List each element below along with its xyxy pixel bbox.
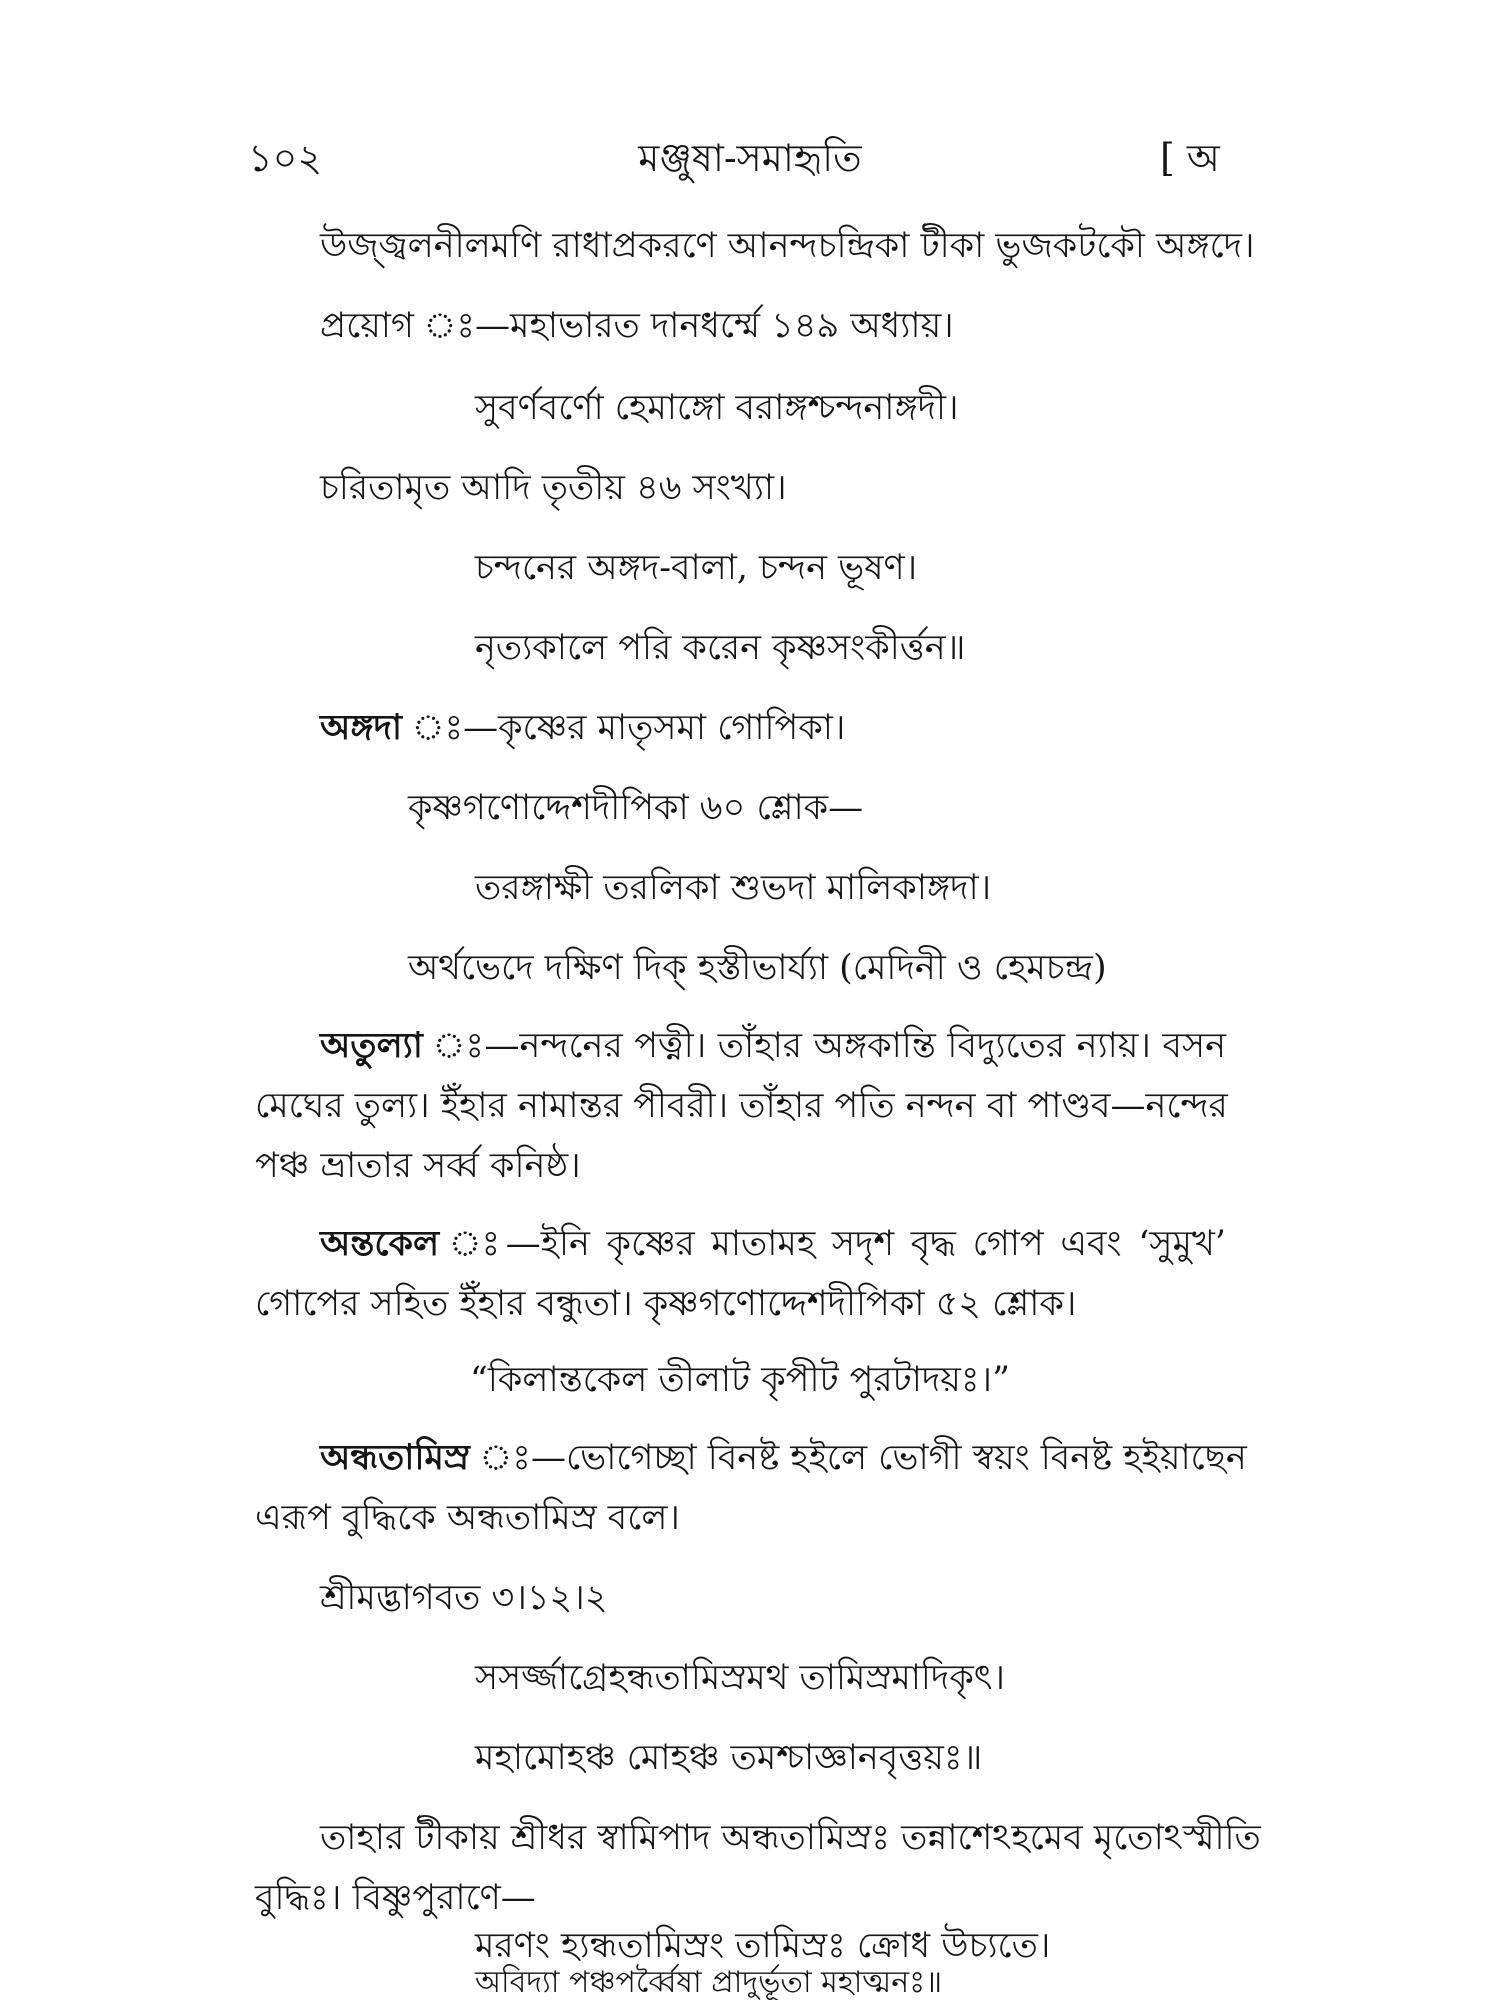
verse-line: তরঙ্গাক্ষী তরলিকা শুভদা মালিকাঙ্গদা। [475, 868, 992, 908]
verse-line: সুবর্ণবর্ণো হেমাঙ্গো বরাঙ্গশ্চন্দনাঙ্গদী। [475, 388, 959, 428]
text-line: মেঘের তুল্য। ইঁহার নামান্তর পীবরী। তাঁহার পতি নন্দন বা পাণ্ডব—নন্দের [255, 1086, 1228, 1126]
text-line: চরিতামৃত আদি তৃতীয় ৪৬ সংখ্যা। [320, 468, 787, 508]
entry-definition: ঃ—কৃষ্ণের মাতৃসমা গোপিকা। [402, 708, 846, 748]
text-line: পঞ্চ ভ্রাতার সর্ব্ব কনিষ্ঠ। [255, 1146, 581, 1186]
page-number: ১০২ [248, 136, 323, 180]
text-line: প্রয়োগ ঃ—মহাভারত দানধর্ম্মে ১৪৯ অধ্যায়। [320, 306, 954, 346]
entry-line [320, 1018, 1226, 1074]
text-line: তাহার টীকায় শ্রীধর স্বামিপাদ অন্ধতামিস্রঃ তন্নাশেঽহমেব মৃতোঽস্মীতি [320, 1818, 1261, 1858]
verse-line: নৃত্যকালে পরি করেন কৃষ্ণসংকীর্ত্তন॥ [475, 628, 966, 668]
entry-line [320, 1430, 1247, 1486]
text-line: উজ্জ্বলনীলমণি রাধাপ্রকরণে আনন্দচন্দ্রিকা টীকা ভুজকটকৌ অঙ্গদে। [320, 226, 1255, 266]
entry-definition: ঃ—নন্দনের পত্নী। তাঁহার অঙ্গকান্তি বিদ্যুতের ন্যায়। বসন [422, 1026, 1226, 1066]
verse-line: সসর্জ্জাগ্রেহন্ধতামিস্রমথ তামিস্রমাদিকৃৎ। [475, 1658, 1006, 1698]
entry-line [320, 1216, 1226, 1272]
verse-line: মহামোহঞ্চ মোহঞ্চ তমশ্চাজ্ঞানবৃত্তয়ঃ॥ [475, 1738, 983, 1778]
running-header [0, 128, 1500, 188]
entry-headword: অন্তকেল [320, 1223, 440, 1264]
entry-line [320, 700, 845, 756]
verse-line: মরণং হ্যন্ধতামিস্রং তামিস্রঃ ক্রোধ উচ্যতে। [475, 1926, 1051, 1966]
text-line: কৃষ্ণগণোদ্দেশদীপিকা ৬০ শ্লোক— [408, 788, 864, 828]
verse-line: অবিদ্যা পঞ্চপর্ব্বৈষা প্রাদুর্ভূতা মহাত্মনঃ॥ [475, 1965, 943, 2000]
verse-line: “কিলান্তকেল তীলাট কৃপীট পুরটাদয়ঃ।” [470, 1360, 1010, 1400]
text-line: এরূপ বুদ্ধিকে অন্ধতামিস্র বলে। [255, 1498, 680, 1538]
section-marker: [ অ [1160, 136, 1220, 180]
text-line: গোপের সহিত ইঁহার বন্ধুতা। কৃষ্ণগণোদ্দেশদীপিকা ৫২ শ্লোক। [255, 1284, 1077, 1324]
text-line: শ্রীমদ্ভাগবত ৩।১২।২ [320, 1578, 608, 1618]
entry-headword: অতুল্যা [320, 1025, 423, 1066]
entry-definition: ঃ—ভোগেচ্ছা বিনষ্ট হইলে ভোগী স্বয়ং বিনষ্ট হইয়াছেন [469, 1438, 1247, 1478]
verse-line: চন্দনের অঙ্গদ-বালা, চন্দন ভূষণ। [475, 548, 918, 588]
text-line: বুদ্ধিঃ। বিষ্ণুপুরাণে— [255, 1878, 536, 1918]
entry-headword: অঙ্গদা [320, 707, 403, 748]
entry-definition: ঃ—ইনি কৃষ্ণের মাতামহ সদৃশ বৃদ্ধ গোপ এবং ‘সুমুখ’ [439, 1224, 1226, 1264]
page-title: মঞ্জুষা-সমাহৃতি [638, 136, 862, 180]
entry-headword: অন্ধতামিস্র [320, 1437, 470, 1478]
text-line: অর্থভেদে দক্ষিণ দিক্ হস্তীভার্য্যা (মেদিনী ও হেমচন্দ্র) [408, 948, 1107, 988]
